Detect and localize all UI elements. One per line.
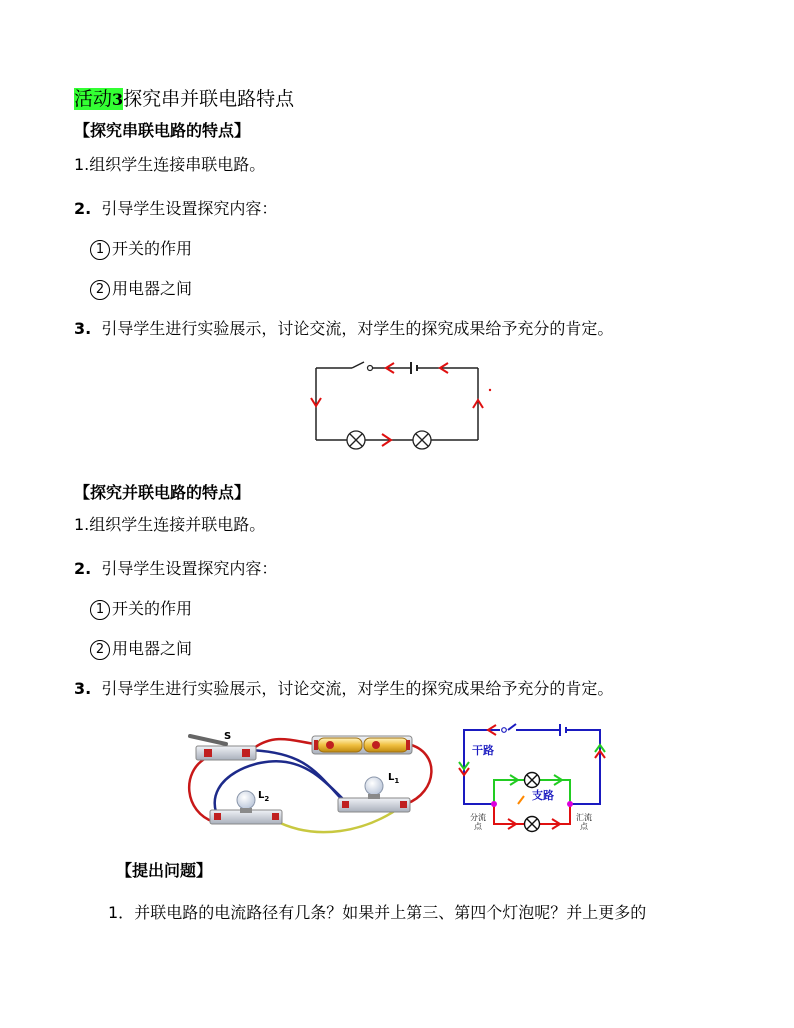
- parallel-step-3: 3. 引导学生进行实验展示，讨论交流，对学生的探究成果给予充分的肯定。: [74, 679, 614, 698]
- series-item-2: 2 用电器之间: [90, 276, 192, 300]
- switch-contact: [368, 366, 373, 371]
- branch-path-label: 支路: [532, 789, 554, 802]
- split-node: [491, 801, 497, 807]
- series-step-3: 3. 引导学生进行实验展示，讨论交流，对学生的探究成果给予充分的肯定。: [74, 319, 614, 338]
- series-circuit-diagram: [290, 352, 500, 457]
- series-item-1: 1 开关的作用: [90, 236, 192, 260]
- circled-number: 1: [90, 600, 110, 620]
- circled-number: 1: [90, 240, 110, 260]
- parallel-section-header: 【探究并联电路的特点】: [74, 483, 251, 502]
- parallel-step-2: 2. 引导学生设置探究内容：: [74, 559, 278, 578]
- svg-text:点: 点: [474, 822, 482, 831]
- circled-number: 2: [90, 640, 110, 660]
- battery-symbol: [411, 362, 417, 374]
- merge-point-label: 汇流: [576, 813, 592, 822]
- lamp-symbol: [347, 431, 365, 449]
- split-point-label: 分流: [470, 813, 486, 822]
- main-path-label: 干路: [472, 744, 494, 757]
- activity-label-highlight: 活动3: [74, 88, 124, 110]
- parallel-item-1: 1 开关的作用: [90, 596, 192, 620]
- question-1: 1．并联电路的电流路径有几条？如果并上第三、第四个灯泡呢？并上更多的: [108, 903, 647, 922]
- lamp-l1: [338, 772, 410, 812]
- parallel-item-2: 2 用电器之间: [90, 636, 192, 660]
- parallel-step-1: 1.组织学生连接并联电路。: [74, 515, 266, 534]
- merge-node: [567, 801, 573, 807]
- activity-title: [74, 84, 294, 111]
- activity-title-text: 探究串并联电路特点: [123, 88, 295, 110]
- question-section-header: 【提出问题】: [116, 861, 213, 880]
- knife-switch: [190, 731, 256, 760]
- circled-number: 2: [90, 280, 110, 300]
- lamp-symbol: [413, 431, 431, 449]
- svg-text:L2: $L_2$: [258, 790, 270, 803]
- current-direction-arrows: [311, 363, 483, 446]
- series-step-2: 2. 引导学生设置探究内容：: [74, 199, 278, 218]
- series-step-1: 1.组织学生连接串联电路。: [74, 155, 266, 174]
- parallel-circuit-diagram: [452, 712, 612, 846]
- svg-text:S: S: [224, 731, 232, 742]
- parallel-circuit-photo: [176, 722, 446, 842]
- svg-text:点: 点: [580, 822, 588, 831]
- svg-text:L1: $L_1$: [388, 772, 400, 785]
- battery-pack: [312, 736, 412, 754]
- series-section-header: 【探究串联电路的特点】: [74, 121, 251, 140]
